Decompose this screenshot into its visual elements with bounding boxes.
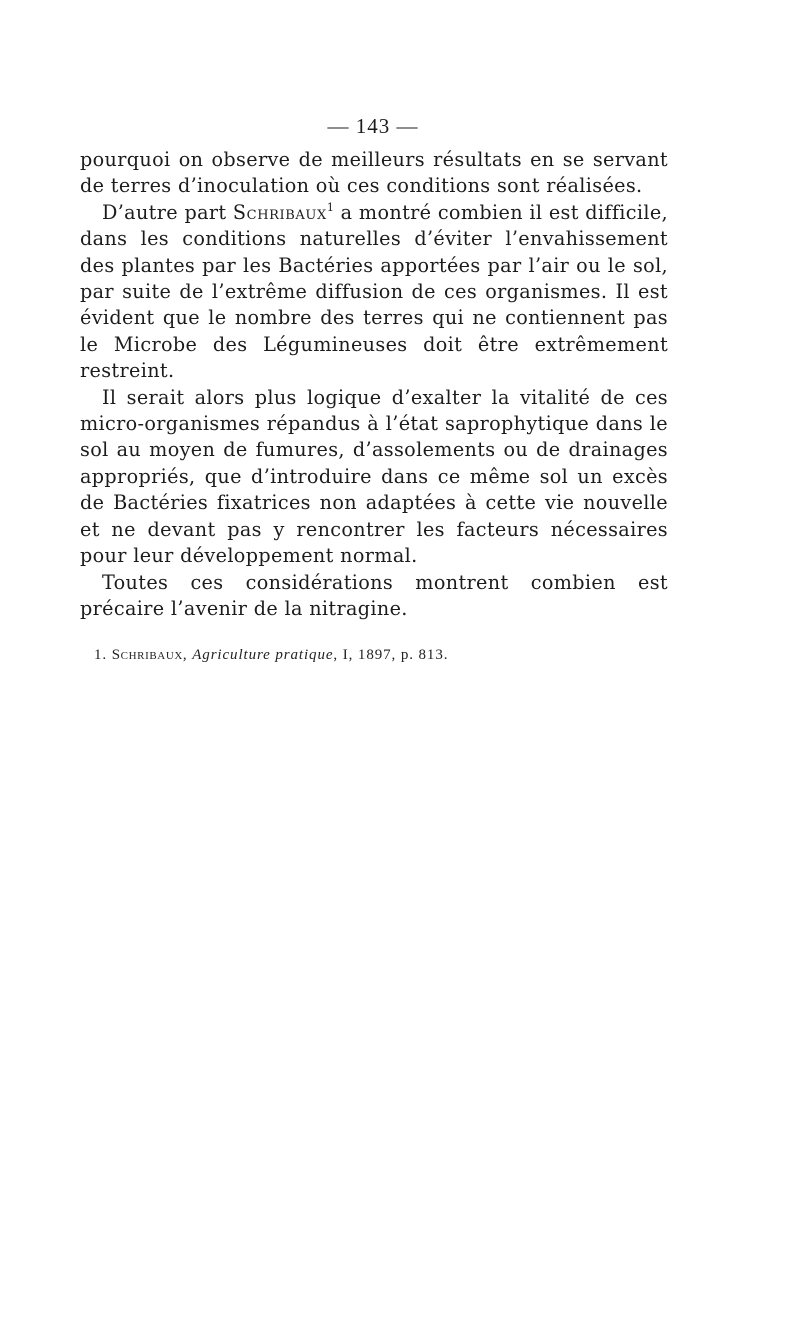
footnote-reference[interactable]: 1	[326, 200, 335, 214]
paragraph-text: D’autre part	[102, 200, 233, 224]
paragraph-schribaux	[80, 200, 668, 385]
footnote-separator: ,	[182, 647, 193, 663]
page-number: — 143 —	[327, 114, 419, 138]
paragraph-text: a montré combien il est difficile, dans les conditions naturelles d’éviter l’envahissement des plantes par les Bactéries apportées par l’air ou le sol, par suite de l’extrême diffusion de ces organismes. Il est évident que le nombre des terres qui ne contiennent pas le Microbe des Légumineuses doit être extrêmement restreint.	[80, 200, 668, 383]
body-text	[80, 147, 668, 622]
footnote-details: , I, 1897, p. 813.	[333, 647, 449, 663]
footnote-number: 1.	[94, 647, 108, 663]
paragraph-logic: Il serait alors plus logique d’exalter la vitalité de ces micro-organismes répandus à l’état saprophytique dans le sol au moyen de fumures, d’assolements ou de drainages appropriés, que d’introduire dans ce même sol un excès de Bactéries fixatrices non adaptées à cette vie nouvelle et ne devant pas y rencontrer les facteurs nécessaires pour leur développement normal.	[80, 385, 668, 568]
author-name: Schribaux	[232, 200, 327, 224]
footnote-title: Agriculture pratique	[192, 647, 334, 663]
paragraph-conclusion: Toutes ces considérations montrent combien est précaire l’avenir de la nitragine.	[80, 570, 668, 620]
paragraph-continuation: pourquoi on observe de meilleurs résultats en se servant de terres d’inoculation où ces conditions sont réalisées.	[80, 148, 668, 198]
footnote-author: Schribaux	[111, 647, 183, 663]
footnote	[94, 645, 668, 665]
